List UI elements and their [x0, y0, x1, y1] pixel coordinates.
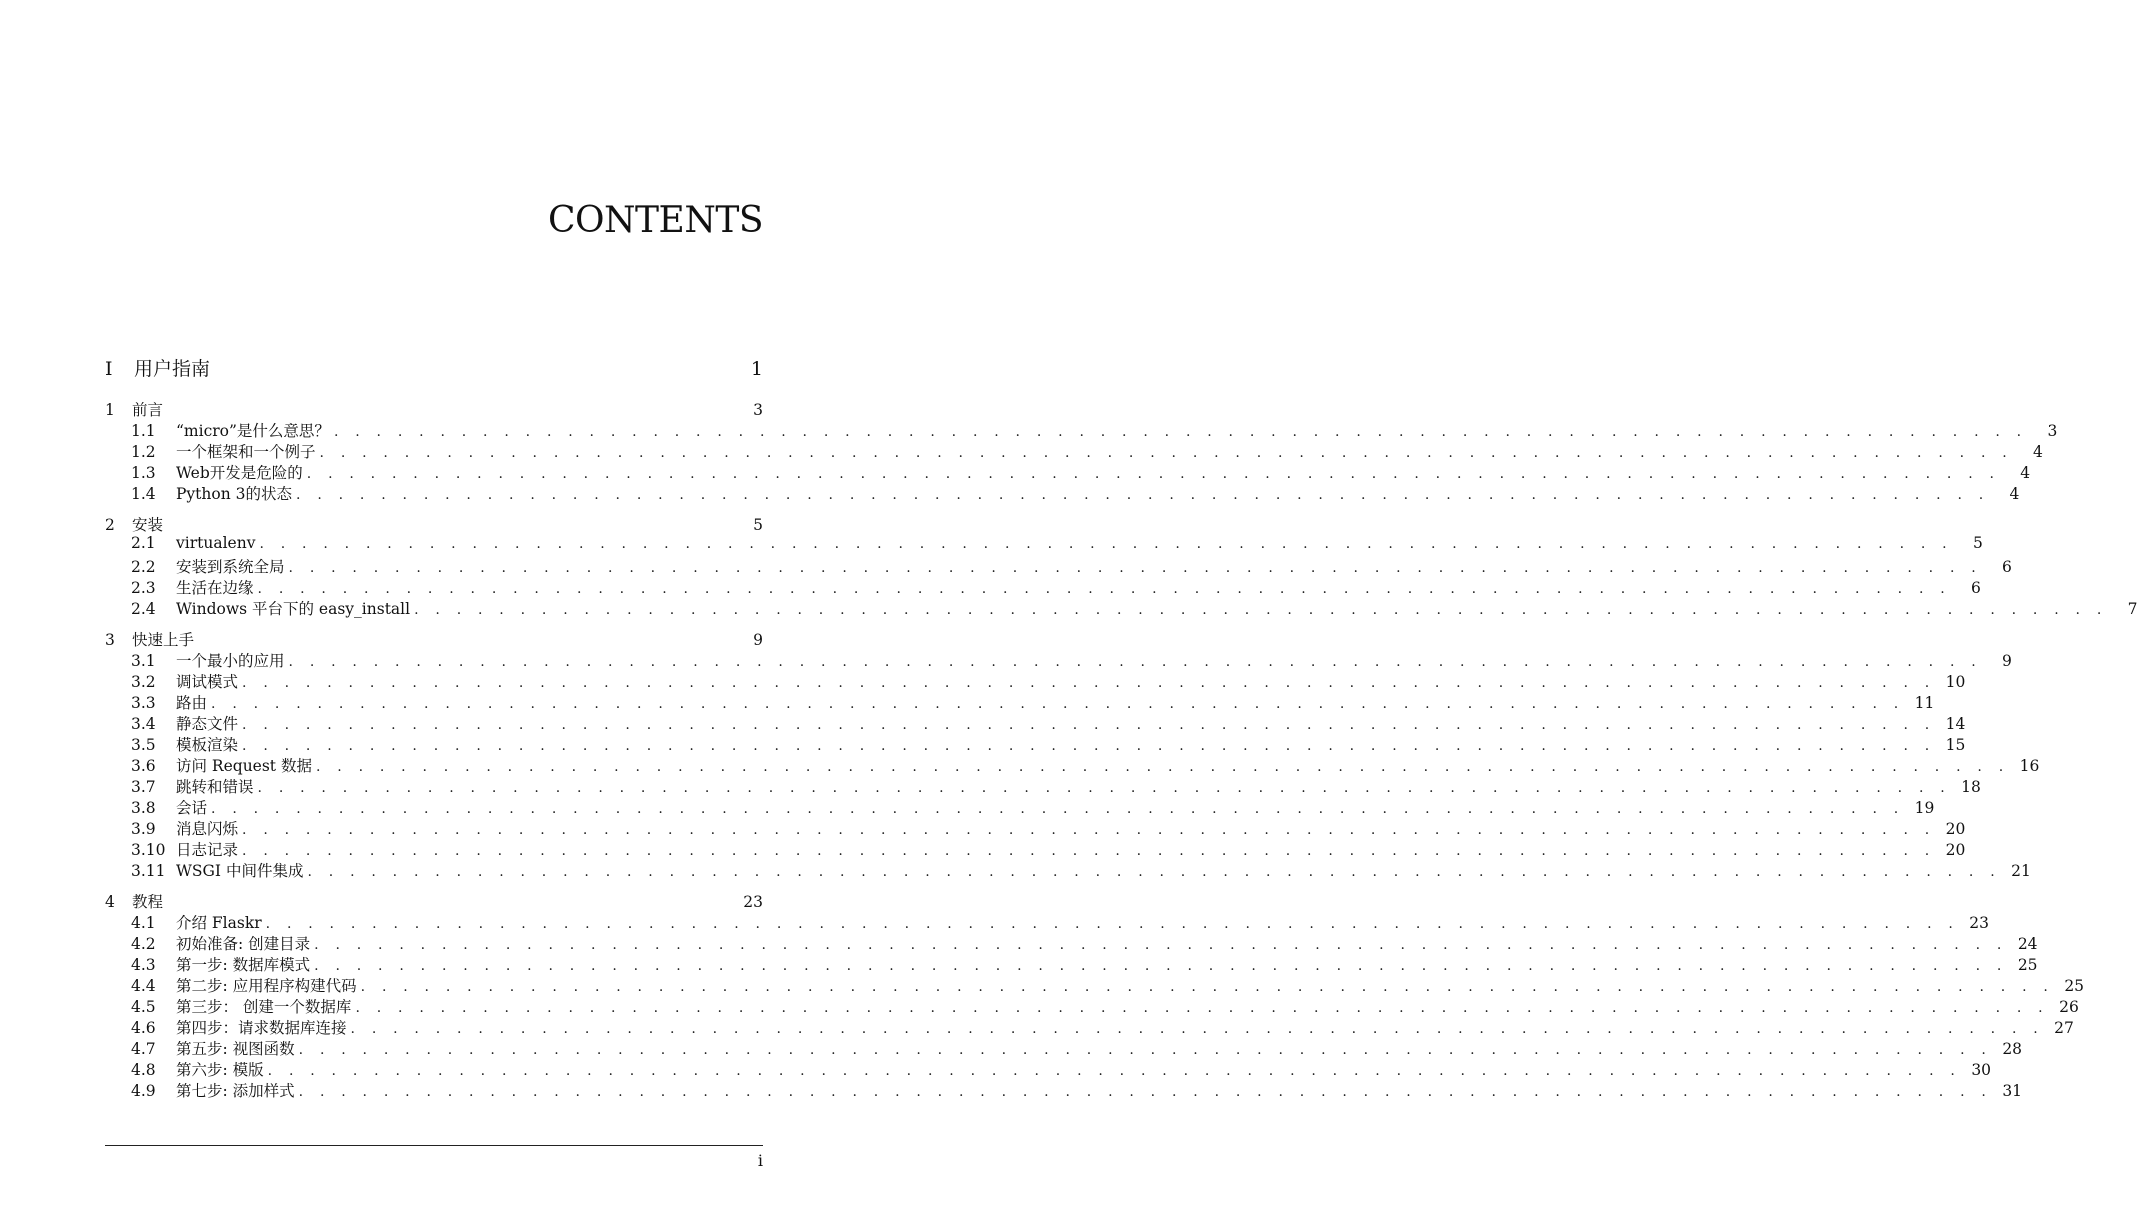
toc-section-entry[interactable]	[105, 597, 2137, 618]
toc-section-entry[interactable]	[105, 1016, 2074, 1037]
toc-section-entry[interactable]	[105, 461, 2031, 482]
section-title: 第七步: 添加样式	[176, 1082, 295, 1100]
toc-section-entry[interactable]	[105, 691, 1935, 712]
dot-leader: . . . . . . . . . . . . . . . . . . . . . . . . . . . . . . . . . . . . . . . . . . . . . . . . . . . . . . . . . . . . . . . . . . . . . . . . . . . . . . . .	[242, 822, 1936, 838]
dot-leader: . . . . . . . . . . . . . . . . . . . . . . . . . . . . . . . . . . . . . . . . . . . . . . . . . . . . . . . . . . . . . . . . . . . . . . . . . . . . . . . .	[288, 654, 1982, 670]
section-number: 3.9	[131, 820, 156, 838]
toc-section-entry[interactable]	[105, 754, 2040, 775]
section-title: Python 3的状态	[176, 485, 293, 503]
section-title: 第六步: 模版	[176, 1061, 264, 1079]
chapter-page: 23	[743, 893, 763, 911]
section-number: 4.4	[131, 977, 156, 995]
chapter-page: 5	[753, 516, 763, 534]
section-title: 静态文件	[176, 715, 239, 733]
dot-leader: . . . . . . . . . . . . . . . . . . . . . . . . . . . . . . . . . . . . . . . . . . . . . . . . . . . . . . . . . . . . . . . . . . . . . . . . . . . . . . . .	[288, 560, 1982, 576]
toc-section-entry[interactable]	[105, 838, 1966, 859]
chapter-title: 前言	[132, 401, 164, 419]
toc-section-entry[interactable]	[105, 911, 1990, 932]
section-number: 3.8	[131, 799, 156, 817]
dot-leader: . . . . . . . . . . . . . . . . . . . . . . . . . . . . . . . . . . . . . . . . . . . . . . . . . . . . . . . . . . . . . . . . . . . . . . . . . . . . . . . .	[314, 937, 2008, 953]
toc-section-entry[interactable]	[105, 974, 2085, 995]
section-number: 3.2	[131, 673, 156, 691]
section-title: 第五步: 视图函数	[176, 1040, 295, 1058]
toc-chapter-entry[interactable]	[105, 628, 763, 649]
part-number: I	[105, 358, 113, 380]
toc-section-entry[interactable]	[105, 670, 1966, 691]
page-folio: i	[757, 1151, 763, 1170]
toc-section-entry[interactable]	[105, 733, 1966, 754]
section-title: 一个最小的应用	[176, 652, 285, 670]
section-title: 第四步：请求数据库连接	[176, 1019, 347, 1037]
part-title: 用户指南	[134, 358, 211, 380]
section-title: WSGI 中间件集成	[176, 862, 304, 880]
section-number: 2.2	[131, 558, 156, 576]
dot-leader: . . . . . . . . . . . . . . . . . . . . . . . . . . . . . . . . . . . . . . . . . . . . . . . . . . . . . . . . . . . . . . . . . . . . . . . . . . . . . . . .	[414, 602, 2108, 618]
chapter-number: 1	[105, 401, 115, 419]
section-title: 初始准备: 创建目录	[176, 935, 311, 953]
section-title: 会话	[176, 799, 208, 817]
chapter-title: 快速上手	[132, 631, 195, 649]
toc-chapter-entry[interactable]	[105, 890, 763, 911]
dot-leader: . . . . . . . . . . . . . . . . . . . . . . . . . . . . . . . . . . . . . . . . . . . . . . . . . . . . . . . . . . . . . . . . . . . . . . . . . . . . . . . .	[314, 958, 2008, 974]
section-page: 28	[2002, 1040, 2023, 1058]
section-page: 7	[2127, 600, 2137, 618]
section-page: 24	[2017, 935, 2038, 953]
section-page: 18	[1961, 778, 1981, 796]
toc-section-entry[interactable]	[105, 1058, 1992, 1079]
section-page: 4	[2020, 464, 2031, 482]
dot-leader: . . . . . . . . . . . . . . . . . . . . . . . . . . . . . . . . . . . . . . . . . . . . . . . . . . . . . . . . . . . . . . . . . . . . . . . . . . . . . . . .	[267, 1063, 1962, 1079]
section-title: 路由	[176, 694, 208, 712]
section-page: 3	[2047, 422, 2058, 440]
section-title: 第一步: 数据库模式	[176, 956, 311, 974]
dot-leader: . . . . . . . . . . . . . . . . . . . . . . . . . . . . . . . . . . . . . . . . . . . . . . . . . . . . . . . . . . . . . . . . . . . . . . . . . . . . . . . .	[242, 738, 1936, 754]
dot-leader: . . . . . . . . . . . . . . . . . . . . . . . . . . . . . . . . . . . . . . . . . . . . . . . . . . . . . . . . . . . . . . . . . . . . . . . . . . . . . . . .	[355, 1000, 2049, 1016]
chapter-page: 3	[753, 401, 763, 419]
dot-leader: . . . . . . . . . . . . . . . . . . . . . . . . . . . . . . . . . . . . . . . . . . . . . . . . . . . . . . . . . . . . . . . . . . . . . . . . . . . . . . . .	[296, 487, 1990, 503]
section-title: 一个框架和一个例子	[176, 443, 316, 461]
section-number: 4.1	[131, 914, 156, 932]
toc-section-entry[interactable]	[105, 482, 2020, 503]
section-number: 1.1	[131, 422, 156, 440]
toc-chapter	[105, 398, 2058, 503]
chapter-list	[105, 398, 2137, 1100]
section-number: 3.5	[131, 736, 156, 754]
dot-leader: . . . . . . . . . . . . . . . . . . . . . . . . . . . . . . . . . . . . . . . . . . . . . . . . . . . . . . . . . . . . . . . . . . . . . . . . . . . . . . . .	[298, 1084, 1993, 1100]
toc-part[interactable]	[105, 354, 763, 382]
section-page: 9	[2002, 652, 2012, 670]
section-page: 5	[1972, 534, 1983, 552]
section-page: 25	[2017, 956, 2038, 974]
toc-section-entry[interactable]	[105, 419, 2058, 440]
dot-leader: . . . . . . . . . . . . . . . . . . . . . . . . . . . . . . . . . . . . . . . . . . . . . . . . . . . . . . . . . . . . . . . . . . . . . . . . . . . . . . . .	[242, 843, 1936, 859]
dot-leader: . . . . . . . . . . . . . . . . . . . . . . . . . . . . . . . . . . . . . . . . . . . . . . . . . . . . . . . . . . . . . . . . . . . . . . . . . . . . . . . .	[315, 759, 2010, 775]
toc-section-entry[interactable]	[105, 932, 2038, 953]
dot-leader: . . . . . . . . . . . . . . . . . . . . . . . . . . . . . . . . . . . . . . . . . . . . . . . . . . . . . . . . . . . . . . . . . . . . . . . . . . . . . . . .	[265, 916, 1960, 932]
section-title: 访问 Request 数据	[176, 757, 312, 775]
section-title: 安装到系统全局	[176, 558, 285, 576]
section-title: 跳转和错误	[176, 778, 254, 796]
section-number: 4.9	[131, 1082, 156, 1100]
section-title: Windows 平台下的 easy_install	[176, 600, 411, 618]
chapter-title: 教程	[132, 893, 164, 911]
section-number: 1.4	[131, 485, 156, 503]
table-of-contents	[105, 354, 2137, 1110]
section-number: 4.5	[131, 998, 156, 1016]
section-number: 4.3	[131, 956, 156, 974]
toc-chapter	[105, 628, 2040, 880]
dot-leader: . . . . . . . . . . . . . . . . . . . . . . . . . . . . . . . . . . . . . . . . . . . . . . . . . . . . . . . . . . . . . . . . . . . . . . . . . . . . . . . .	[257, 581, 1951, 597]
toc-section-entry[interactable]	[105, 995, 2079, 1016]
section-page: 26	[2059, 998, 2079, 1016]
dot-leader: . . . . . . . . . . . . . . . . . . . . . . . . . . . . . . . . . . . . . . . . . . . . . . . . . . . . . . . . . . . . . . . . . . . . . . . . . . . . . . . .	[242, 675, 1936, 691]
toc-section-entry[interactable]	[105, 1079, 2023, 1100]
dot-leader: . . . . . . . . . . . . . . . . . . . . . . . . . . . . . . . . . . . . . . . . . . . . . . . . . . . . . . . . . . . . . . . . . . . . . . . . . . . . . . . .	[257, 780, 1951, 796]
toc-section-entry[interactable]	[105, 775, 1981, 796]
dot-leader: . . . . . . . . . . . . . . . . . . . . . . . . . . . . . . . . . . . . . . . . . . . . . . . . . . . . . . . . . . . . . . . . . . . . . . . . . . . . . . . .	[360, 979, 2055, 995]
section-page: 15	[1945, 736, 1966, 754]
toc-chapter	[105, 513, 2137, 618]
section-page: 6	[2002, 558, 2012, 576]
dot-leader: . . . . . . . . . . . . . . . . . . . . . . . . . . . . . . . . . . . . . . . . . . . . . . . . . . . . . . . . . . . . . . . . . . . . . . . . . . . . . . . .	[211, 801, 1905, 817]
section-number: 3.4	[131, 715, 156, 733]
section-title: 日志记录	[176, 841, 239, 859]
section-page: 6	[1971, 579, 1981, 597]
section-number: 4.7	[131, 1040, 156, 1058]
section-page: 21	[2011, 862, 2031, 880]
section-title: 消息闪烁	[176, 820, 239, 838]
toc-section-entry[interactable]	[105, 953, 2038, 974]
chapter-number: 4	[105, 893, 115, 911]
section-number: 3.6	[131, 757, 156, 775]
page-title: CONTENTS	[547, 200, 763, 241]
section-title: virtualenv	[176, 534, 256, 552]
dot-leader: . . . . . . . . . . . . . . . . . . . . . . . . . . . . . . . . . . . . . . . . . . . . . . . . . . . . . . . . . . . . . . . . . . . . . . . . . . . . . . . .	[307, 864, 2001, 880]
dot-leader: . . . . . . . . . . . . . . . . . . . . . . . . . . . . . . . . . . . . . . . . . . . . . . . . . . . . . . . . . . . . . . . . . . . . . . . . . . . . . . . .	[333, 424, 2028, 440]
section-number: 3.11	[131, 862, 166, 880]
section-title: 第二步: 应用程序构建代码	[176, 977, 357, 995]
toc-section-entry[interactable]	[105, 859, 2031, 880]
section-number: 2.1	[131, 534, 156, 552]
toc-section-entry[interactable]	[105, 534, 1983, 555]
section-title: “micro”是什么意思？	[176, 422, 330, 440]
toc-section-entry[interactable]	[105, 440, 2043, 461]
toc-section-entry[interactable]	[105, 649, 2012, 670]
toc-section-entry[interactable]	[105, 796, 1935, 817]
section-title: Web开发是危险的	[176, 464, 303, 482]
section-page: 23	[1969, 914, 1990, 932]
section-page: 4	[2033, 443, 2043, 461]
section-page: 14	[1945, 715, 1966, 733]
section-number: 2.4	[131, 600, 156, 618]
chapter-title: 安装	[132, 516, 164, 534]
section-number: 4.8	[131, 1061, 156, 1079]
dot-leader: . . . . . . . . . . . . . . . . . . . . . . . . . . . . . . . . . . . . . . . . . . . . . . . . . . . . . . . . . . . . . . . . . . . . . . . . . . . . . . . .	[298, 1042, 1993, 1058]
footer-rule	[105, 1145, 763, 1146]
dot-leader: . . . . . . . . . . . . . . . . . . . . . . . . . . . . . . . . . . . . . . . . . . . . . . . . . . . . . . . . . . . . . . . . . . . . . . . . . . . . . . . .	[259, 536, 1953, 552]
dot-leader: . . . . . . . . . . . . . . . . . . . . . . . . . . . . . . . . . . . . . . . . . . . . . . . . . . . . . . . . . . . . . . . . . . . . . . . . . . . . . . . .	[306, 466, 2001, 482]
section-number: 1.2	[131, 443, 156, 461]
section-title: 调试模式	[176, 673, 239, 691]
section-title: 介绍 Flaskr	[176, 914, 262, 932]
dot-leader: . . . . . . . . . . . . . . . . . . . . . . . . . . . . . . . . . . . . . . . . . . . . . . . . . . . . . . . . . . . . . . . . . . . . . . . . . . . . . . . .	[350, 1021, 2044, 1037]
toc-chapter	[105, 890, 2085, 1100]
chapter-number: 2	[105, 516, 115, 534]
section-page: 10	[1945, 673, 1966, 691]
section-number: 3.3	[131, 694, 156, 712]
section-number: 3.10	[131, 841, 166, 859]
toc-section-entry[interactable]	[105, 1037, 2023, 1058]
section-page: 20	[1945, 841, 1966, 859]
section-page: 27	[2054, 1019, 2074, 1037]
toc-section-entry[interactable]	[105, 817, 1966, 838]
toc-chapter-entry[interactable]	[105, 513, 763, 534]
part-page: 1	[750, 358, 763, 380]
toc-section-entry[interactable]	[105, 555, 2012, 576]
chapter-page: 9	[753, 631, 763, 649]
chapter-number: 3	[105, 631, 115, 649]
toc-section-entry[interactable]	[105, 576, 1981, 597]
section-page: 19	[1914, 799, 1935, 817]
section-title: 模板渲染	[176, 736, 239, 754]
section-number: 1.3	[131, 464, 156, 482]
toc-chapter-entry[interactable]	[105, 398, 763, 419]
dot-leader: . . . . . . . . . . . . . . . . . . . . . . . . . . . . . . . . . . . . . . . . . . . . . . . . . . . . . . . . . . . . . . . . . . . . . . . . . . . . . . . .	[319, 445, 2013, 461]
dot-leader: . . . . . . . . . . . . . . . . . . . . . . . . . . . . . . . . . . . . . . . . . . . . . . . . . . . . . . . . . . . . . . . . . . . . . . . . . . . . . . . .	[211, 696, 1905, 712]
section-number: 3.7	[131, 778, 156, 796]
section-page: 31	[2002, 1082, 2023, 1100]
toc-section-entry[interactable]	[105, 712, 1966, 733]
section-page: 4	[2009, 485, 2020, 503]
section-page: 16	[2019, 757, 2040, 775]
section-number: 3.1	[131, 652, 156, 670]
section-page: 20	[1945, 820, 1966, 838]
dot-leader: . . . . . . . . . . . . . . . . . . . . . . . . . . . . . . . . . . . . . . . . . . . . . . . . . . . . . . . . . . . . . . . . . . . . . . . . . . . . . . . .	[242, 717, 1936, 733]
section-page: 30	[1971, 1061, 1992, 1079]
section-number: 4.6	[131, 1019, 156, 1037]
section-title: 生活在边缘	[176, 579, 254, 597]
section-number: 4.2	[131, 935, 156, 953]
section-number: 2.3	[131, 579, 156, 597]
section-page: 11	[1914, 694, 1935, 712]
section-title: 第三步： 创建一个数据库	[176, 998, 352, 1016]
section-page: 25	[2064, 977, 2085, 995]
